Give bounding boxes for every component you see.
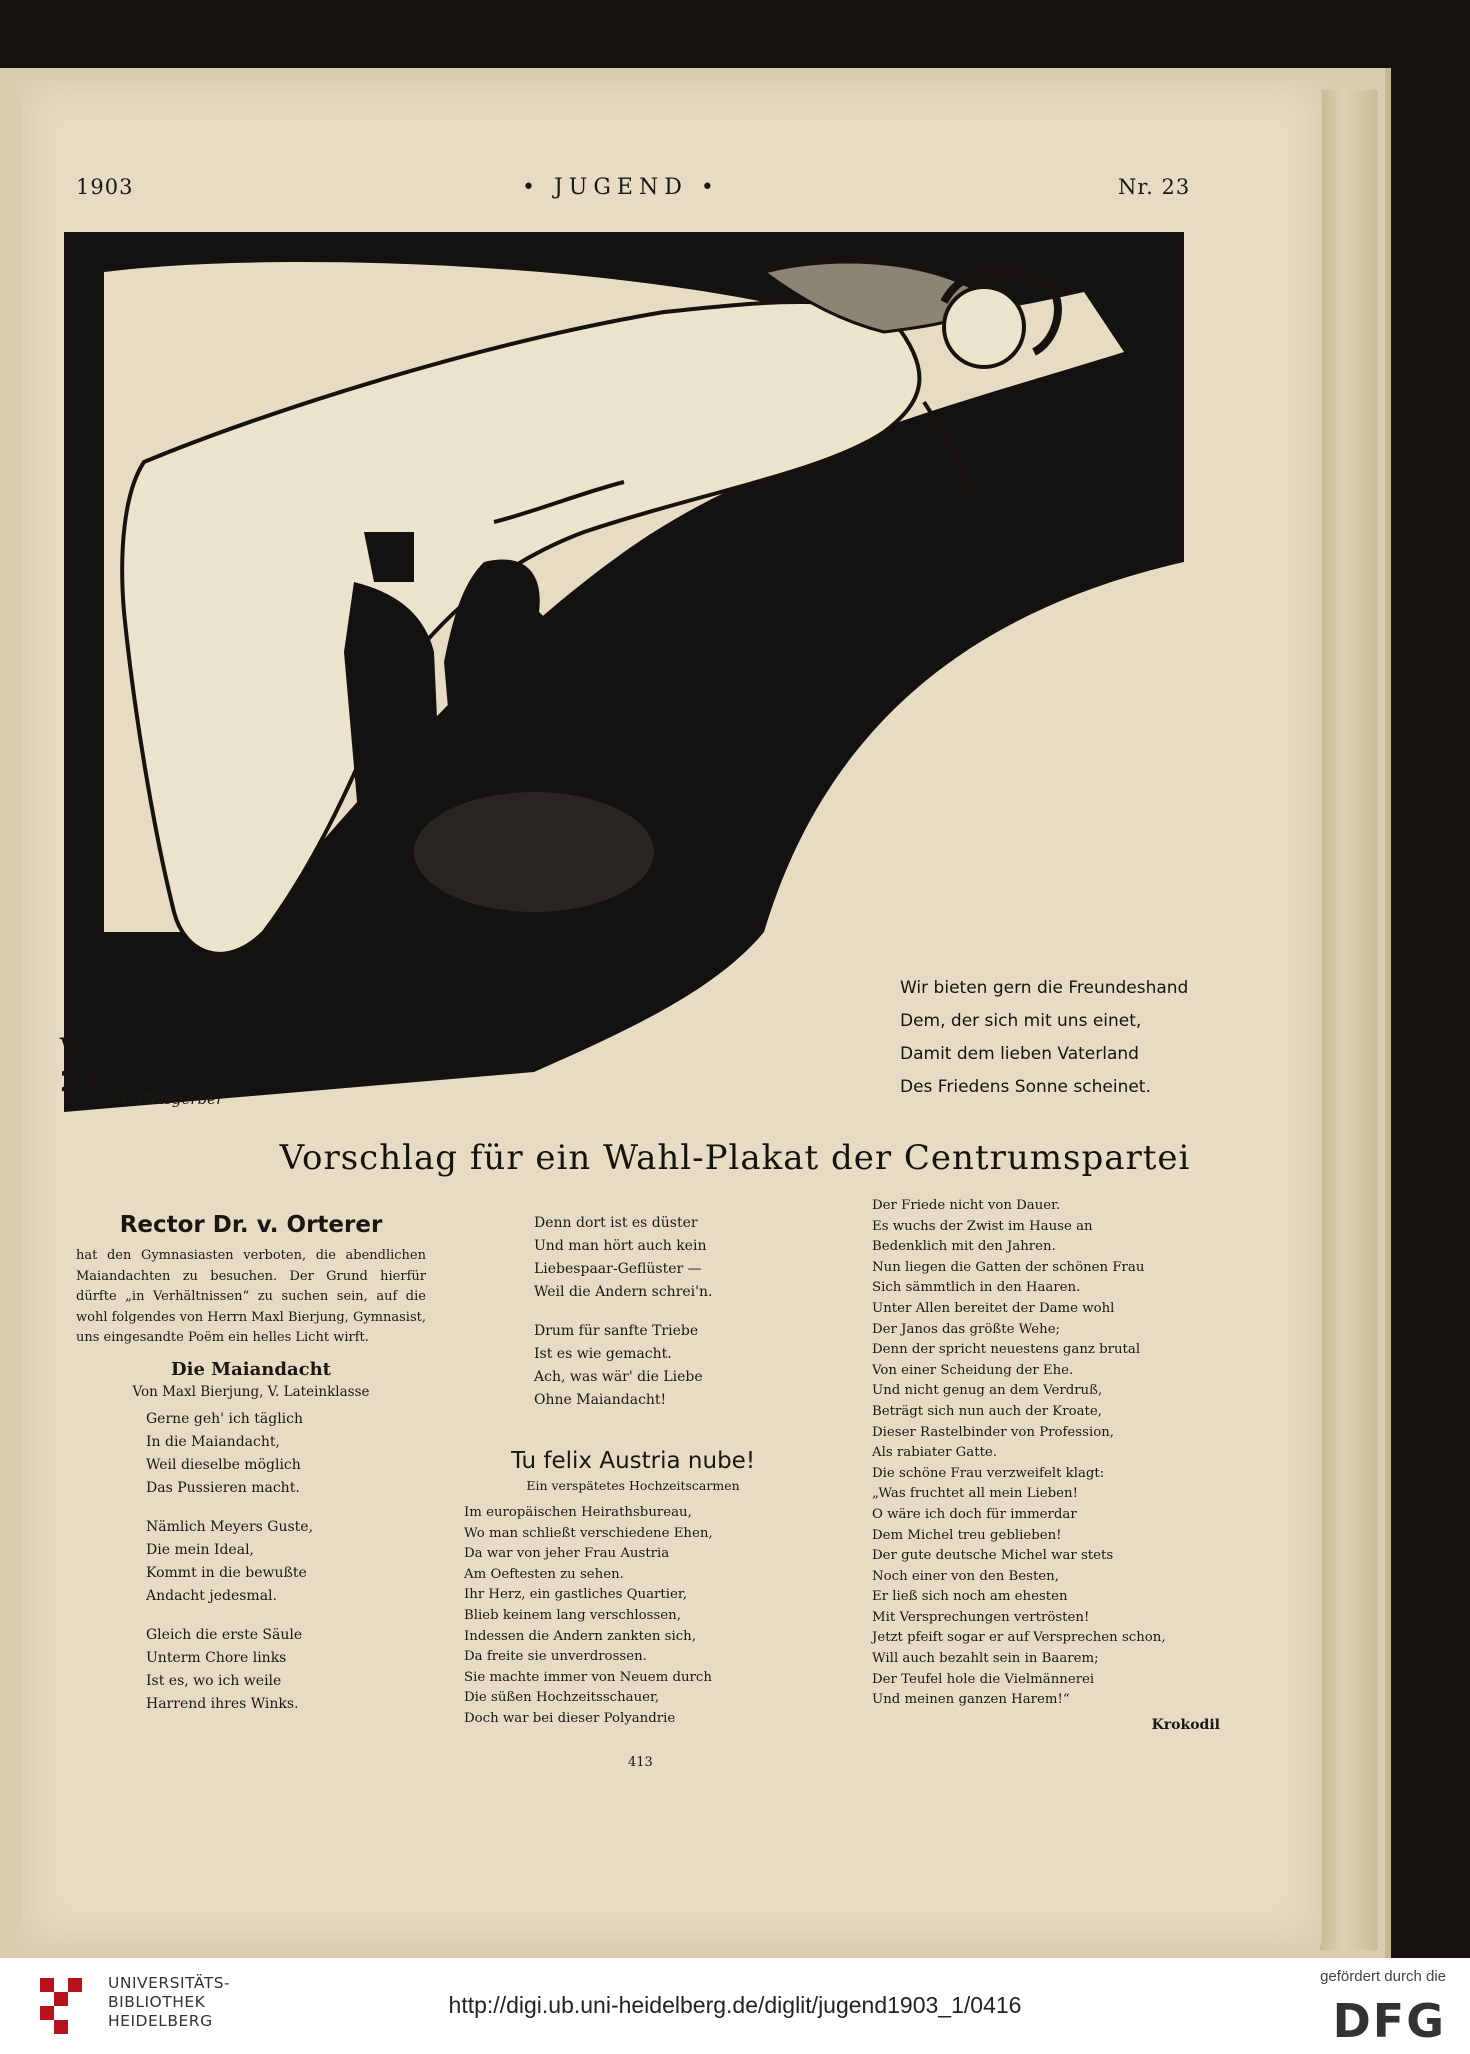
column-3 — [872, 1196, 1220, 1733]
institution-line: BIBLIOTHEK — [108, 1993, 206, 2011]
verse-line: Weil dieselbe möglich — [146, 1456, 301, 1473]
verse-line: „Was fruchtet all mein Lieben! — [872, 1486, 1078, 1502]
verse-line: Nun liegen die Gatten der schönen Frau — [872, 1259, 1145, 1275]
verse-line: Blieb keinem lang verschlossen, — [464, 1607, 681, 1623]
verse-line: Nämlich Meyers Guste, — [146, 1518, 314, 1535]
poem-line: Damit dem lieben Vaterland — [900, 1044, 1139, 1064]
verse-line: Die süßen Hochzeitsschauer, — [464, 1690, 660, 1706]
verse-line: Denn dort ist es düster — [534, 1215, 698, 1231]
verse-line: Ist es, wo ich weile — [146, 1672, 282, 1689]
verse-line: Will auch bezahlt sein in Baarem; — [872, 1651, 1099, 1667]
verse-line: Unter Allen bereitet der Dame wohl — [872, 1300, 1115, 1316]
verse-line: Harrend ihres Winks. — [146, 1695, 299, 1712]
institution-line: HEIDELBERG — [108, 2012, 213, 2030]
article-heading: Rector Dr. v. Orterer — [119, 1212, 383, 1238]
verse-line: Als rabiater Gatte. — [872, 1445, 998, 1461]
column-2 — [464, 1212, 802, 1730]
verse-line: Dem Michel treu geblieben! — [872, 1527, 1062, 1543]
verse-line: Im europäischen Heirathsbureau, — [464, 1505, 692, 1520]
verse-line: Es wuchs der Zwist im Hause an — [872, 1218, 1093, 1234]
stanza — [146, 1516, 426, 1608]
verse-line: Denn der spricht neuestens ganz brutal — [872, 1342, 1141, 1358]
header-year: 1903 — [76, 175, 134, 199]
verse-line: Ohne Maiandacht! — [534, 1392, 667, 1408]
verse-line: O wäre ich doch für immerdar — [872, 1506, 1077, 1522]
verse-line: Doch war bei dieser Polyandrie — [464, 1710, 676, 1726]
verse-line: Bedenklich mit den Jahren. — [872, 1239, 1056, 1255]
verse-line: Gleich die erste Säule — [146, 1626, 303, 1643]
header-issue: Nr. 23 — [1118, 175, 1191, 199]
verse-line: Weil die Andern schrei'n. — [534, 1284, 713, 1300]
verse-line: Da freite sie unverdrossen. — [464, 1649, 647, 1665]
poem-line: Dem, der sich mit uns einet, — [900, 1011, 1142, 1031]
verse-line: Und man hört auch kein — [534, 1238, 707, 1254]
verse-line: Da war von jeher Frau Austria — [464, 1546, 670, 1562]
verse-block — [872, 1196, 1220, 1711]
verse-line: Dieser Rastelbinder von Profession, — [872, 1424, 1114, 1440]
verse-line: Er ließ sich noch am ehesten — [872, 1589, 1068, 1605]
stanza — [534, 1320, 802, 1412]
verse-line: Liebespaar-Geflüster — — [534, 1261, 702, 1277]
verse-line: Und nicht genug an dem Verdruß, — [872, 1383, 1103, 1399]
verse-line: Sie machte immer von Neuem durch — [464, 1669, 712, 1685]
page-number: 413 — [628, 1755, 653, 1770]
verse-line: Kommt in die bewußte — [146, 1564, 307, 1581]
verse-line: Der Teufel hole die Vielmännerei — [872, 1671, 1095, 1687]
artist-name: A. Weisgerber — [116, 1090, 224, 1108]
verse-line: Gerne geh' ich täglich — [146, 1410, 304, 1427]
stanza — [534, 1212, 802, 1304]
verse-block — [464, 1503, 802, 1730]
funding-note: gefördert durch die — [1320, 1968, 1446, 1985]
dfg-logo[interactable]: DFG — [1332, 1994, 1446, 2048]
verse-line: Mit Versprechungen vertrösten! — [872, 1609, 1090, 1625]
verse-line: Am Oeftesten zu sehen. — [464, 1566, 624, 1582]
book-page-edge — [1320, 90, 1378, 1950]
permalink-url[interactable]: http://digi.ub.uni-heidelberg.de/diglit/jugend1903_1/0416 — [448, 1992, 1022, 2018]
verse-line: Noch einer von den Besten, — [872, 1568, 1059, 1584]
verse-line: Indessen die Andern zankten sich, — [464, 1628, 696, 1644]
angel-head — [944, 287, 1024, 367]
verse-line: Und meinen ganzen Harem!“ — [872, 1692, 1070, 1708]
institution-line: UNIVERSITÄTS- — [108, 1974, 231, 1992]
verse-line: Beträgt sich nun auch der Kroate, — [872, 1403, 1102, 1419]
verse-line: Sich sämmtlich in den Haaren. — [872, 1280, 1081, 1296]
verse-line: Der Janos das größte Wehe; — [872, 1321, 1061, 1337]
verse-line: Drum für sanfte Triebe — [534, 1323, 699, 1339]
article-prose: hat den Gymnasiasten verboten, die abendlichen Maiandachten zu besuchen. Der Grund hierfür dürfte „in Verhältnissen“ zu suchen sein, auf die wohl folgendes von Herrn Maxl Bierjung, Gymnasist, uns eingesandte Poëm ein helles Licht wirft. — [76, 1248, 426, 1345]
verse-line: Der gute deutsche Michel war stets — [872, 1548, 1114, 1564]
verse-line: Von einer Scheidung der Ehe. — [872, 1362, 1074, 1378]
poem-byline: Von Maxl Bierjung, V. Lateinklasse — [132, 1383, 370, 1400]
verse-line: Das Pussieren macht. — [146, 1479, 300, 1496]
verse-line: Die mein Ideal, — [146, 1541, 254, 1558]
illustration-poem — [900, 972, 1240, 1104]
stanza — [146, 1624, 426, 1716]
verse-line: In die Maiandacht, — [146, 1433, 280, 1450]
verse-line: Unterm Chore links — [146, 1649, 287, 1666]
column-1 — [76, 1212, 426, 1732]
verse-line: Die schöne Frau verzweifelt klagt: — [872, 1465, 1105, 1481]
verse-line: Ist es wie gemacht. — [534, 1346, 672, 1362]
verse-line: Jetzt pfeift sogar er auf Versprechen schon, — [872, 1630, 1166, 1646]
verse-line: Andacht jedesmal. — [146, 1587, 277, 1604]
poem-title: Die Maiandacht — [171, 1358, 331, 1380]
poem-title-tu-felix: Tu felix Austria nube! — [510, 1448, 756, 1474]
artist-monogram: W 23 — [60, 1032, 99, 1098]
footer-bar — [0, 1958, 1470, 2054]
verse-line: Wo man schließt verschiedene Ehen, — [464, 1525, 713, 1541]
poem-line: Wir bieten gern die Freundeshand — [900, 978, 1189, 998]
verse-line: Ach, was wär' die Liebe — [534, 1369, 703, 1385]
stanza — [146, 1408, 426, 1500]
illustration-caption: Vorschlag für ein Wahl-Plakat der Centrumspartei — [279, 1138, 1191, 1178]
poem-subtitle: Ein verspätetes Hochzeitscarmen — [526, 1478, 740, 1493]
poem-line: Des Friedens Sonne scheinet. — [900, 1077, 1151, 1097]
verse-line: Der Friede nicht von Dauer. — [872, 1198, 1061, 1213]
author-signature: Krokodil — [1151, 1716, 1220, 1733]
header-title: • JUGEND • — [522, 175, 720, 200]
verse-line: Ihr Herz, ein gastliches Quartier, — [464, 1587, 687, 1603]
